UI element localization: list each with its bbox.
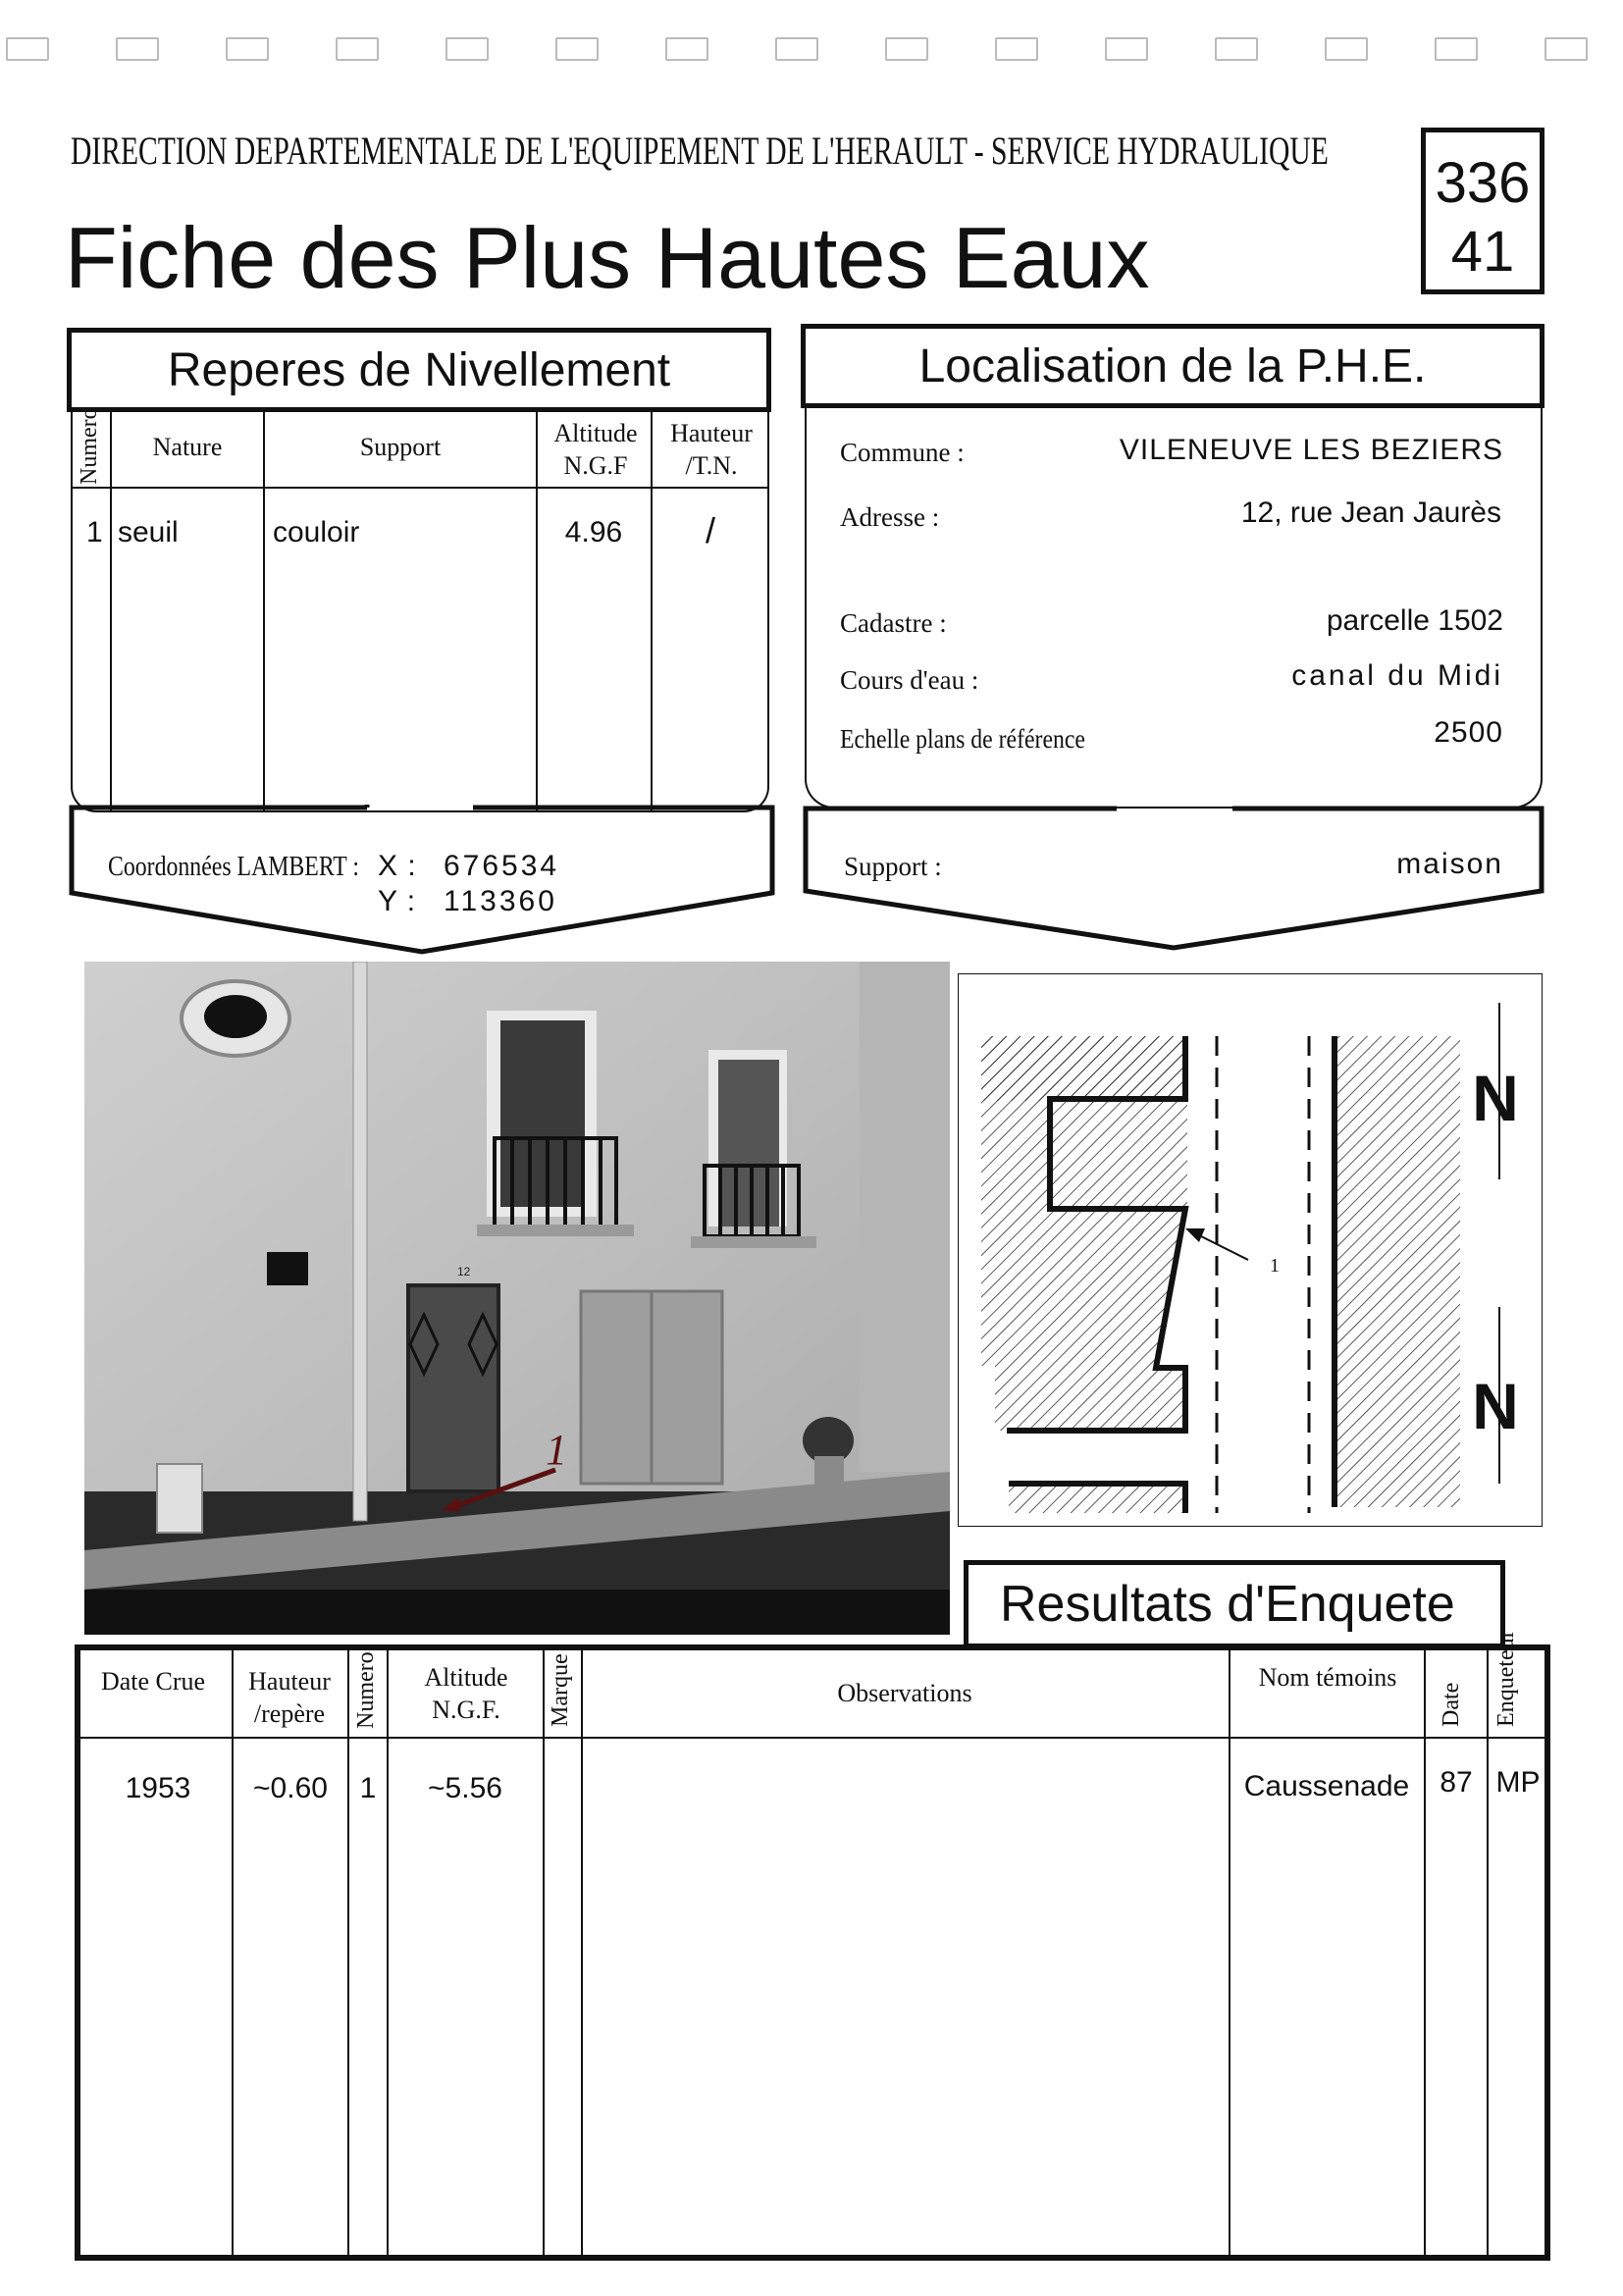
lambert-y-label: Y :: [378, 885, 417, 917]
north-arrow-bottom: N: [1472, 1370, 1519, 1442]
cadastre-label: Cadastre :: [840, 608, 947, 638]
lambert-label: Coordonnées LAMBERT :: [108, 852, 359, 882]
adresse-label: Adresse :: [840, 502, 940, 532]
photo-marker: 1: [546, 1426, 567, 1474]
repere-hauteur: /: [705, 510, 715, 550]
page-title: Fiche des Plus Hautes Eaux: [65, 209, 1150, 306]
col-hauteur-repere: Hauteur /repère: [248, 1667, 331, 1728]
col-hauteur: Hauteur /T.N.: [670, 419, 753, 480]
result-altitude: ~5.56: [428, 1772, 502, 1804]
commune-value: VILENEUVE LES BEZIERS: [1119, 434, 1503, 466]
col-altitude-ngf: Altitude N.G.F.: [424, 1663, 508, 1724]
col-marque: Marque: [548, 1653, 573, 1727]
col-enqueteur: Enqueteur: [1493, 1630, 1519, 1727]
commune-label: Commune :: [840, 438, 965, 467]
result-date-crue: 1953: [125, 1772, 191, 1804]
col-numero: Numero: [77, 407, 102, 485]
col-observations: Observations: [837, 1679, 972, 1707]
lambert-pennant: [67, 805, 777, 962]
support-label: Support :: [844, 852, 942, 881]
reperes-heading: Reperes de Nivellement: [67, 328, 771, 412]
cours-value: canal du Midi: [1291, 659, 1503, 692]
localisation-heading: Localisation de la P.H.E.: [801, 324, 1544, 408]
col-nature: Nature: [152, 433, 223, 461]
col-date: Date: [1439, 1682, 1464, 1727]
result-date: 87: [1440, 1766, 1473, 1799]
echelle-value: 2500: [1434, 716, 1503, 749]
agency-line: DIRECTION DEPARTEMENTALE DE L'EQUIPEMENT DE L'HERAULT - SERVICE HYDRAULIQUE: [71, 129, 1329, 173]
col-numero-resultats: Numero: [353, 1651, 379, 1729]
repere-support: couloir: [273, 516, 360, 548]
plan-marker: 1: [1270, 1255, 1280, 1277]
lambert-x-label: X :: [378, 850, 417, 882]
photo-door-number: 12: [457, 1265, 471, 1278]
reference-bottom: 41: [1450, 220, 1515, 284]
cadastre-value: parcelle 1502: [1326, 604, 1503, 637]
repere-numero: 1: [86, 516, 103, 548]
reference-top: 336: [1435, 151, 1531, 215]
result-enqueteur: MP: [1495, 1766, 1541, 1799]
cours-label: Cours d'eau :: [840, 665, 979, 695]
result-hauteur: ~0.60: [253, 1772, 328, 1804]
col-date-crue: Date Crue: [100, 1667, 206, 1696]
lambert-x: 676534: [444, 850, 560, 882]
lambert-y: 113360: [444, 885, 557, 917]
result-nom: Caussenade: [1243, 1770, 1410, 1802]
north-arrow-top: N: [1472, 1062, 1519, 1134]
building-photo: [84, 962, 950, 1635]
echelle-label: Echelle plans de référence: [840, 724, 1085, 754]
repere-altitude: 4.96: [564, 516, 623, 548]
col-altitude: Altitude N.G.F: [553, 419, 638, 480]
col-nom-temoins: Nom témoins: [1258, 1663, 1397, 1692]
repere-nature: seuil: [118, 516, 179, 548]
col-support: Support: [359, 433, 442, 461]
adresse-value: 12, rue Jean Jaurès: [1240, 496, 1501, 529]
resultats-heading: Resultats d'Enquete: [964, 1560, 1505, 1648]
site-plan: [958, 973, 1543, 1527]
reference-box: [1421, 128, 1544, 294]
support-value: maison: [1396, 848, 1503, 880]
result-numero: 1: [359, 1772, 377, 1804]
